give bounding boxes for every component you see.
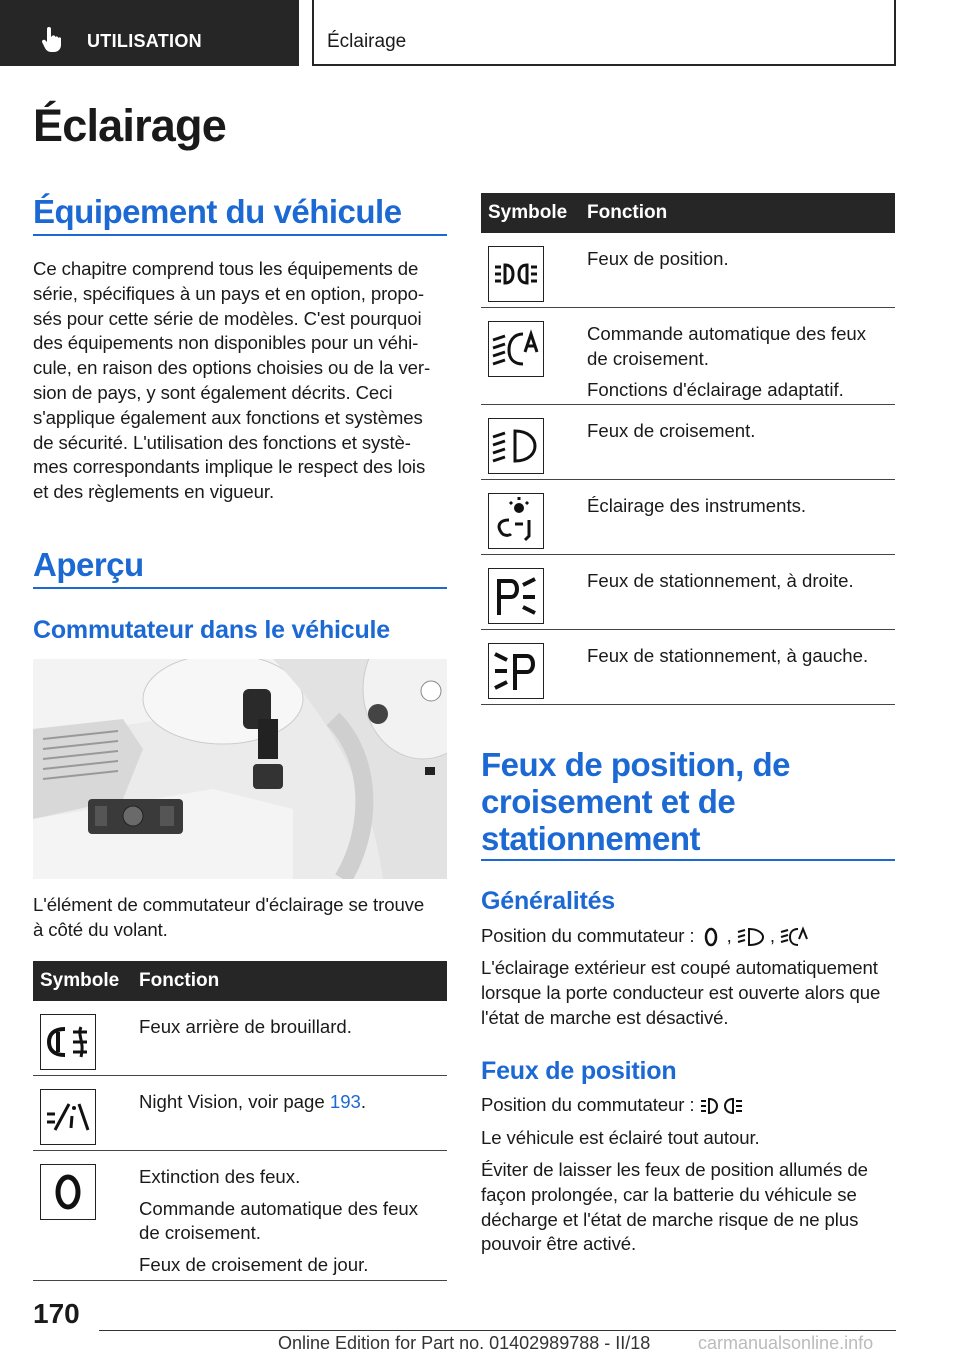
position-lights-icon <box>488 246 544 302</box>
equipment-line: mes correspondants implique le respect des lois <box>33 456 426 478</box>
table-row <box>33 1151 447 1281</box>
row-line: Feux de position. <box>587 248 729 269</box>
table-row <box>481 480 895 555</box>
table-row <box>481 233 895 308</box>
page-link[interactable]: 193 <box>329 1091 361 1112</box>
row-text <box>139 1165 418 1284</box>
row-line: Feux de stationnement, à gauche. <box>587 645 869 666</box>
auto-low-beam-icon <box>780 926 808 948</box>
row-line-part: Commande automatique des feux <box>139 1197 419 1219</box>
position-line1: Le véhicule est éclairé tout autour. <box>481 1127 760 1148</box>
lights-off-icon <box>40 1164 96 1220</box>
position-switch-label: Position du commutateur : <box>481 1094 695 1115</box>
equipment-paragraph <box>33 257 453 505</box>
dashboard-drawing <box>33 659 447 879</box>
row-text <box>587 419 755 451</box>
general-heading: Généralités <box>481 887 615 915</box>
position-line: décharge et l'état de marche risque de ne plus <box>481 1208 859 1230</box>
heading-line: stationnement <box>481 820 701 857</box>
dashboard-illustration <box>33 659 447 879</box>
table-row <box>481 630 895 705</box>
equipment-line: de sécurité. L'utilisation des fonctions et systè‐ <box>33 431 411 453</box>
row-line: Extinction des feux. <box>139 1166 301 1187</box>
breadcrumb-label: Éclairage <box>327 31 407 52</box>
row-line <box>139 1197 418 1246</box>
symbol-table-left <box>33 961 447 1281</box>
heading-rule <box>33 234 447 236</box>
row-suffix: . <box>360 1091 367 1112</box>
switch-caption <box>33 893 453 943</box>
equipment-line: s'applique également aux fonctions et systèmes <box>33 406 423 428</box>
col-symbol: Symbole <box>40 970 120 991</box>
position-lights-icon <box>700 1095 744 1117</box>
table-row <box>481 405 895 480</box>
heading-rule <box>33 587 447 589</box>
row-line: Night Vision, voir page <box>139 1091 330 1112</box>
row-text <box>587 569 854 601</box>
page-title: Éclairage <box>33 100 226 151</box>
separator: , <box>726 925 737 946</box>
equipment-line: série, spécifiques à un pays et en option, propo‐ <box>33 282 424 304</box>
table-row <box>33 1001 447 1076</box>
lights-off-icon <box>700 926 722 948</box>
col-symbol: Symbole <box>488 202 568 223</box>
row-text <box>587 494 806 526</box>
row-text <box>587 644 868 676</box>
position-heading <box>481 746 790 857</box>
overview-heading: Aperçu <box>33 546 144 583</box>
equipment-line: cule, en raison des options choisies ou de la ver‐ <box>33 357 431 379</box>
switch-positions-line <box>481 924 901 949</box>
row-line <box>587 322 866 371</box>
row-text <box>139 1090 366 1122</box>
separator: , <box>769 925 781 946</box>
general-paragraph <box>481 956 901 1030</box>
row-line-part: de croisement. <box>139 1222 261 1243</box>
row-text <box>587 247 729 279</box>
position-line: pouvoir être activé. <box>481 1233 637 1255</box>
breadcrumb <box>312 0 896 66</box>
low-beam-icon <box>488 418 544 474</box>
section-label: UTILISATION <box>87 31 202 51</box>
parking-light-right-icon <box>488 568 544 624</box>
table-header <box>33 961 447 1001</box>
general-line: lorsque la porte conducteur est ouverte alors que <box>481 981 881 1003</box>
edition-note: Online Edition for Part no. 01402989788 - II/18 <box>278 1333 651 1353</box>
heading-line: croisement et de <box>481 783 736 820</box>
auto-low-beam-icon <box>488 321 544 377</box>
equipment-line: et des règlements en vigueur. <box>33 481 275 503</box>
position-paragraph <box>481 1158 901 1257</box>
heading-line: Feux de position, de <box>481 746 791 783</box>
row-line: Feux arrière de brouillard. <box>139 1016 352 1037</box>
row-line-part: de croisement. <box>587 347 709 369</box>
general-line: l'état de marche est désactivé. <box>481 1006 729 1028</box>
row-line: Fonctions d'éclairage adaptatif. <box>587 379 844 400</box>
section-tab[interactable] <box>0 0 299 66</box>
switch-subheading: Commutateur dans le véhicule <box>33 616 390 644</box>
position-line: Éviter de laisser les feux de position allumés de <box>481 1159 868 1180</box>
heading-rule <box>481 859 895 861</box>
position-lights-heading: Feux de position <box>481 1057 677 1085</box>
row-text <box>587 322 866 410</box>
footer-rule <box>99 1330 896 1331</box>
equipment-line: sion de pays, y sont également décrits. Ceci <box>33 381 393 403</box>
night-vision-icon <box>40 1089 96 1145</box>
row-line-part: Commande automatique des feux <box>587 323 867 344</box>
table-row <box>481 308 895 405</box>
symbol-table-right <box>481 193 895 705</box>
table-row <box>481 555 895 630</box>
row-line: Éclairage des instruments. <box>587 495 807 516</box>
table-row <box>33 1076 447 1151</box>
hand-pointer-icon <box>40 27 64 53</box>
general-line: L'éclairage extérieur est coupé automatiquement <box>481 957 878 978</box>
row-line: Feux de stationnement, à droite. <box>587 570 854 591</box>
position-line: façon prolongée, car la batterie du véhicule se <box>481 1183 857 1205</box>
row-text <box>139 1015 352 1047</box>
equipment-heading: Équipement du véhicule <box>33 193 402 230</box>
equipment-line: sés pour cette série de modèles. C'est pourquoi <box>33 307 422 329</box>
instrument-lighting-icon <box>488 493 544 549</box>
page-number: 170 <box>33 1298 80 1329</box>
table-header <box>481 193 895 233</box>
watermark: carmanualsonline.info <box>698 1333 874 1353</box>
equipment-line: des équipements non disponibles pour un véhi‐ <box>33 332 419 354</box>
row-line: Feux de croisement. <box>587 420 756 441</box>
low-beam-icon <box>737 926 765 948</box>
switch-positions-label: Position du commutateur : <box>481 925 695 946</box>
col-function: Fonction <box>139 970 220 991</box>
parking-light-left-icon <box>488 643 544 699</box>
rear-fog-light-icon <box>40 1014 96 1070</box>
col-function: Fonction <box>587 202 668 223</box>
caption-line: à côté du volant. <box>33 918 168 940</box>
equipment-line: Ce chapitre comprend tous les équipements de <box>33 258 419 279</box>
row-line: Feux de croisement de jour. <box>139 1253 369 1275</box>
caption-line: L'élément de commutateur d'éclairage se trouve <box>33 894 425 915</box>
position-switch-line <box>481 1093 901 1118</box>
